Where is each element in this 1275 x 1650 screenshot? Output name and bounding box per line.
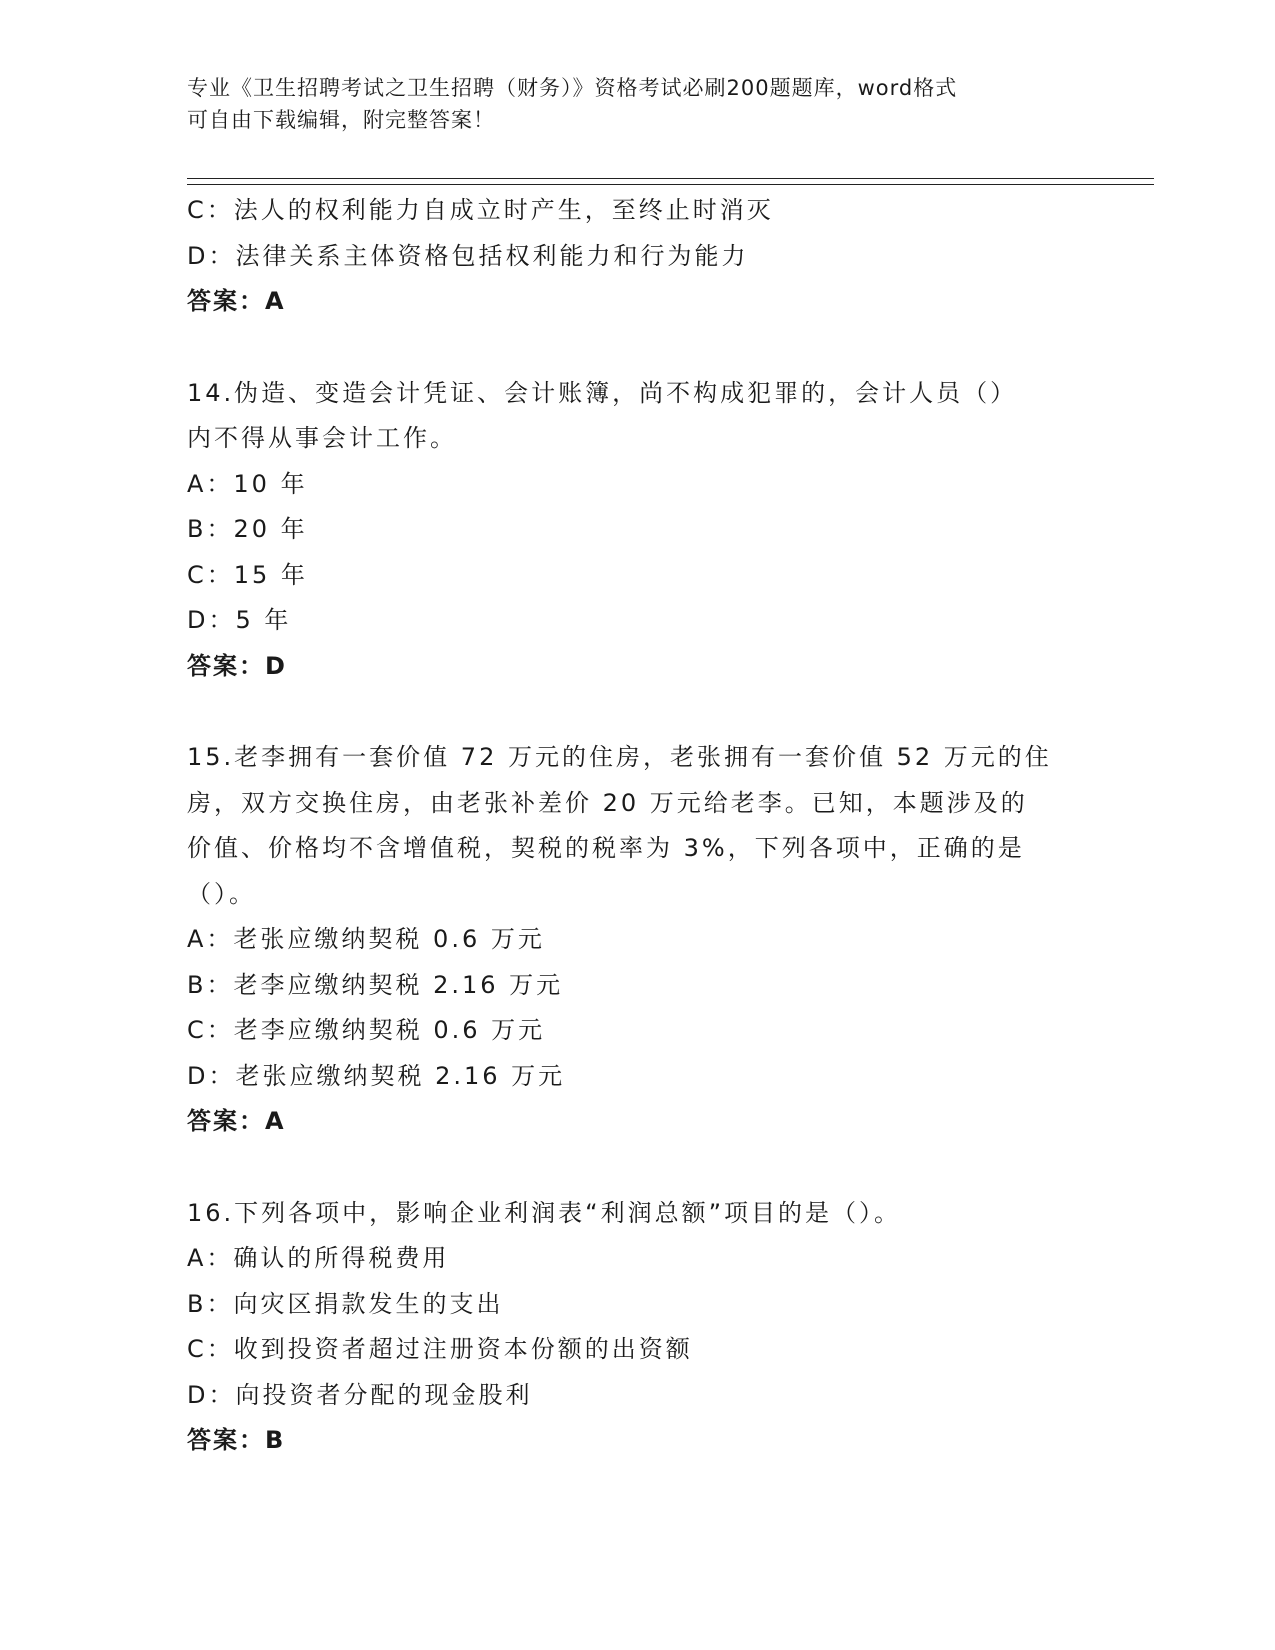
answer-line: 答案：B <box>187 1426 286 1454</box>
option-a: A：老张应缴纳契税 0.6 万元 <box>187 925 545 953</box>
option-a: A：确认的所得税费用 <box>187 1244 450 1272</box>
question-stem: 15.老李拥有一套价值 72 万元的住房，老张拥有一套价值 52 万元的住 <box>187 743 1052 771</box>
option-d: D：5 年 <box>187 606 292 634</box>
answer-line: 答案：D <box>187 651 287 680</box>
option-b: B：20 年 <box>187 515 308 543</box>
option-b: B：向灾区捐款发生的支出 <box>187 1289 504 1318</box>
question-stem: 16.下列各项中，影响企业利润表“利润总额”项目的是（）。 <box>187 1198 902 1227</box>
option-c: C：15 年 <box>187 560 308 589</box>
option-c: C：老李应缴纳契税 0.6 万元 <box>187 1016 546 1044</box>
question-stem: 内不得从事会计工作。 <box>187 424 457 452</box>
header-divider-bottom <box>187 184 1154 185</box>
header-line-2: 可自由下载编辑，附完整答案！ <box>187 108 495 132</box>
spacer <box>187 1145 1087 1191</box>
option-d: D：老张应缴纳契税 2.16 万元 <box>187 1061 566 1090</box>
prev-question-tail <box>187 188 1087 325</box>
question-16 <box>187 1191 1087 1464</box>
question-14 <box>187 371 1087 690</box>
question-stem: 价值、价格均不含增值税，契税的税率为 3%，下列各项中，正确的是 <box>187 834 1025 862</box>
question-stem: 房，双方交换住房，由老张补差价 20 万元给老李。已知，本题涉及的 <box>187 788 1028 817</box>
header-divider-top <box>187 178 1154 179</box>
question-15 <box>187 735 1087 1145</box>
answer-line: 答案：A <box>187 1107 286 1135</box>
option-d: D：法律关系主体资格包括权利能力和行为能力 <box>187 241 749 270</box>
option-a: A：10 年 <box>187 469 308 498</box>
question-stem: 14.伪造、变造会计凭证、会计账簿，尚不构成犯罪的，会计人员（） <box>187 378 1018 407</box>
option-c: C：法人的权利能力自成立时产生，至终止时消灭 <box>187 196 774 224</box>
spacer <box>187 325 1087 371</box>
spacer <box>187 689 1087 735</box>
question-list <box>187 188 1087 1464</box>
option-b: B：老李应缴纳契税 2.16 万元 <box>187 970 564 999</box>
answer-line: 答案：A <box>187 287 286 315</box>
document-header <box>187 72 1067 136</box>
question-stem: （）。 <box>187 879 256 908</box>
header-line-1: 专业《卫生招聘考试之卫生招聘（财务）》资格考试必刷200题题库，word格式 <box>187 76 958 100</box>
option-c: C：收到投资者超过注册资本份额的出资额 <box>187 1335 693 1363</box>
option-d: D：向投资者分配的现金股利 <box>187 1380 533 1409</box>
